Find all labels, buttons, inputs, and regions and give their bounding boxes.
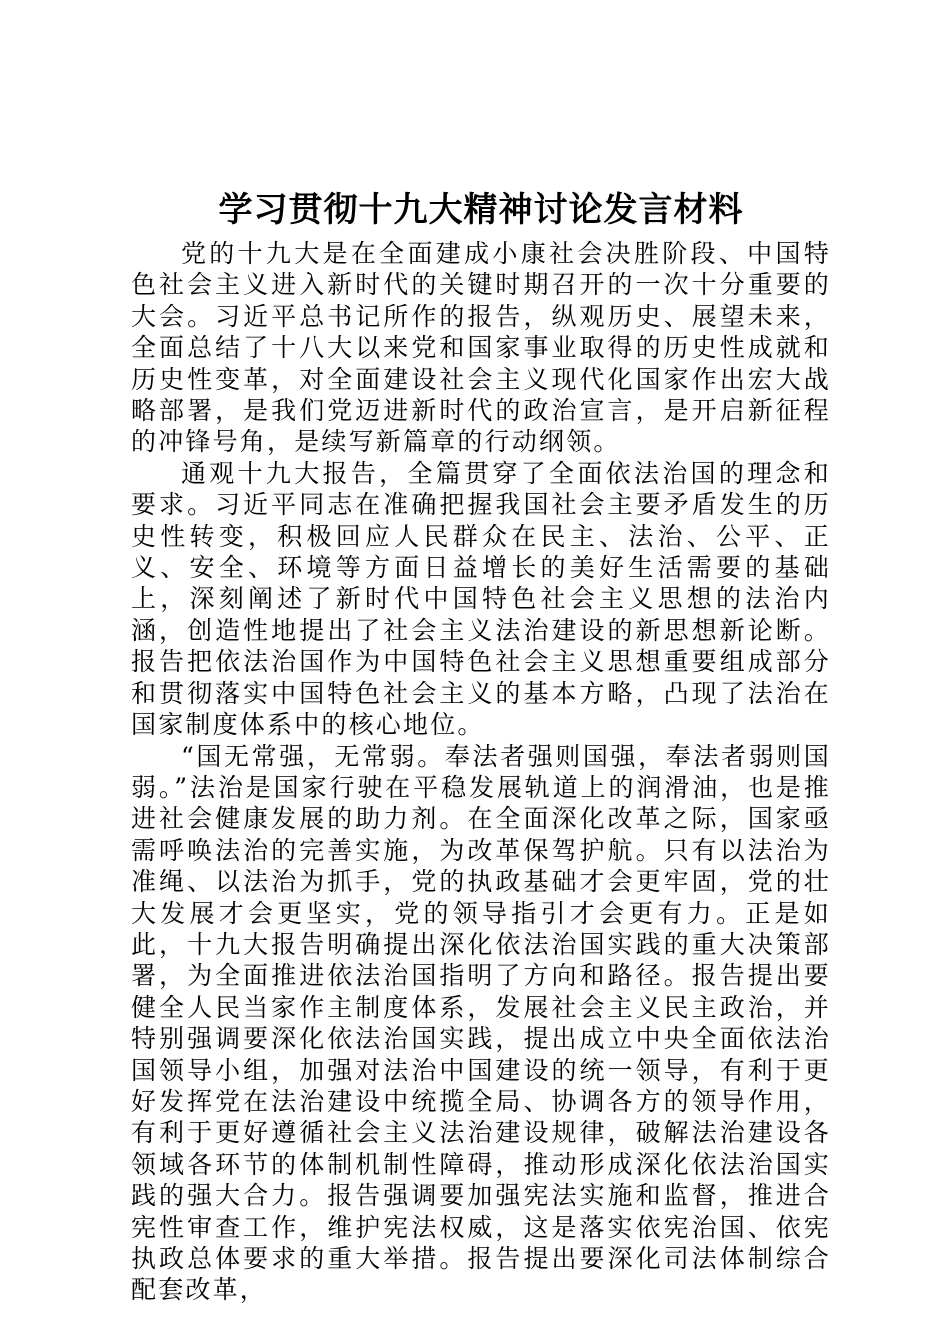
document-page	[131, 188, 831, 1306]
paragraph-1: 党的十九大是在全面建成小康社会决胜阶段、中国特色社会主义进入新时代的关键时期召开的一次十分重要的大会。习近平总书记所作的报告，纵观历史、展望未来，全面总结了十八大以来党和国家事业取得的历史性成就和历史性变革，对全面建设社会主义现代化国家作出宏大战略部署，是我们党迈进新时代的政治宣言，是开启新征程的冲锋号角，是续写新篇章的行动纲领。	[131, 239, 831, 457]
paragraph-2: 通观十九大报告，全篇贯穿了全面依法治国的理念和要求。习近平同志在准确把握我国社会主要矛盾发生的历史性转变，积极回应人民群众在民主、法治、公平、正义、安全、环境等方面日益增长的美好生活需要的基础上，深刻阐述了新时代中国特色社会主义思想的法治内涵，创造性地提出了社会主义法治建设的新思想新论断。报告把依法治国作为中国特色社会主义思想重要组成部分和贯彻落实中国特色社会主义的基本方略，凸现了法治在国家制度体系中的核心地位。	[131, 458, 831, 740]
document-title: 学习贯彻十九大精神讨论发言材料	[218, 190, 744, 230]
paragraph-3: “国无常强，无常弱。奉法者强则国强，奉法者弱则国弱。”法治是国家行驶在平稳发展轨道上的润滑油，也是推进社会健康发展的助力剂。在全面深化改革之际，国家亟需呼唤法治的完善实施，为改革保驾护航。只有以法治为准绳、以法治为抓手，党的执政基础才会更牢固，党的壮大发展才会更坚实，党的领导指引才会更有力。正是如此，十九大报告明确提出深化依法治国实践的重大决策部署，为全面推进依法治国指明了方向和路径。报告提出要健全人民当家作主制度体系，发展社会主义民主政治，并特别强调要深化依法治国实践，提出成立中央全面依法治国领导小组，加强对法治中国建设的统一领导，有利于更好发挥党在法治建设中统揽全局、协调各方的领导作用，有利于更好遵循社会主义法治建设规律，破解法治建设各领域各环节的体制机制性障碍，推动形成深化依法治国实践的强大合力。报告强调要加强宪法实施和监督，推进合宪性审查工作，维护宪法权威，这是落实依宪治国、依宪执政总体要求的重大举措。报告提出要深化司法体制综合配套改革，	[131, 741, 831, 1305]
